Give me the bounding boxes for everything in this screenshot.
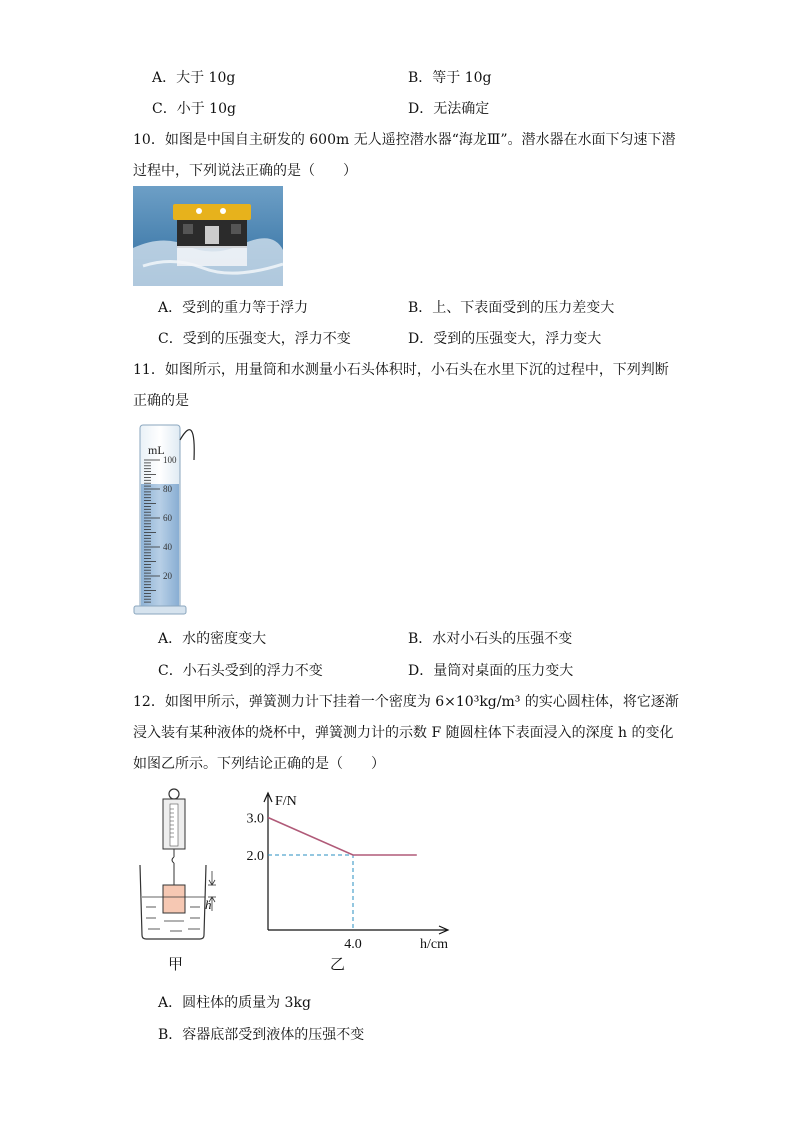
q12-stem-line2: 浸入装有某种液体的烧杯中，弹簧测力计的示数 F 随圆柱体下表面浸入的深度 h 的变化 — [133, 725, 674, 741]
q12-option-b: B．容器底部受到液体的压强不变 — [158, 1027, 365, 1043]
figure-jia — [130, 785, 225, 975]
q10-stem-line2: 过程中，下列说法正确的是（ ） — [133, 163, 357, 179]
graduated-cylinder-figure — [130, 420, 210, 620]
q12-stem-line1: 12．如图甲所示，弹簧测力计下挂着一个密度为 6×10³kg/m³ 的实心圆柱体，将它逐渐 — [133, 694, 679, 710]
q9-option-b: B．等于 10g — [408, 70, 492, 86]
figure-jia-caption: 甲 — [168, 957, 184, 973]
q10-option-b: B．上、下表面受到的压力差变大 — [408, 300, 615, 316]
y-tick-3-0: 3.0 — [246, 811, 264, 827]
q10-option-a: A．受到的重力等于浮力 — [158, 300, 309, 316]
x-axis-label: h/cm — [420, 937, 448, 952]
q12-stem-line3: 如图乙所示。下列结论正确的是（ ） — [133, 756, 385, 772]
q9-option-c: C．小于 10g — [152, 101, 236, 117]
figure-yi-chart — [225, 785, 475, 975]
q10-stem-line1: 10．如图是中国自主研发的 600m 无人遥控潜水器“海龙Ⅲ”。潜水器在水面下匀速下潜 — [133, 132, 676, 148]
y-axis-label: F/N — [275, 794, 297, 809]
cylinder-tick-60: 60 — [163, 513, 172, 523]
q10-option-c: C．受到的压强变大，浮力不变 — [158, 331, 351, 347]
q11-stem-line2: 正确的是 — [133, 393, 189, 409]
q11-option-c: C．小石头受到的浮力不变 — [158, 663, 323, 679]
q11-option-b: B．水对小石头的压强不变 — [408, 631, 573, 647]
q11-option-d: D．量筒对桌面的压力变大 — [408, 663, 574, 679]
q9-option-a: A．大于 10g — [152, 70, 236, 86]
guide-dashed-line — [268, 855, 353, 930]
series-line — [268, 818, 417, 856]
depth-h-label: h — [205, 897, 212, 912]
cylinder-tick-20: 20 — [163, 571, 172, 581]
rov-photo — [133, 186, 283, 286]
q11-option-a: A．水的密度变大 — [158, 631, 267, 647]
q12-option-a: A．圆柱体的质量为 3kg — [158, 995, 311, 1011]
cylinder-tick-100: 100 — [163, 455, 177, 465]
q11-stem-line1: 11．如图所示，用量筒和水测量小石头体积时，小石头在水里下沉的过程中，下列判断 — [133, 362, 669, 378]
q10-option-d: D．受到的压强变大，浮力变大 — [408, 331, 602, 347]
x-tick-4-0: 4.0 — [344, 937, 362, 952]
f-h-chart — [225, 785, 475, 975]
y-tick-2-0: 2.0 — [246, 849, 264, 864]
cylinder-tick-80: 80 — [163, 484, 172, 494]
cylinder-tick-40: 40 — [163, 542, 172, 552]
figure-yi-caption: 乙 — [330, 957, 346, 973]
cylinder-unit-label: mL — [148, 443, 165, 457]
q9-option-d: D．无法确定 — [408, 101, 490, 117]
